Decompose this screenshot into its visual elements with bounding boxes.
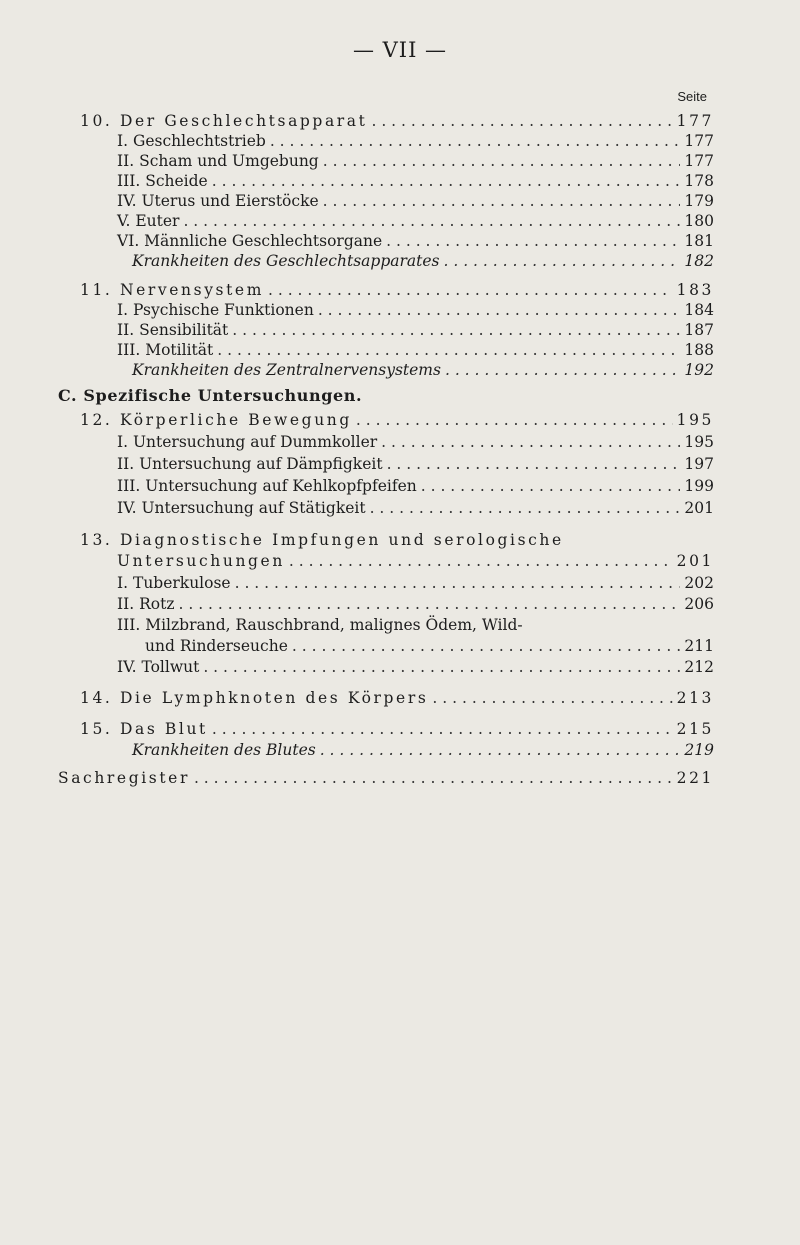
toc-label: II. Untersuchung auf Dämpfigkeit	[117, 455, 383, 473]
toc-label: I. Tuberkulose	[117, 574, 231, 592]
toc-label: II. Rotz	[117, 595, 175, 613]
toc-entry-continuation	[145, 636, 714, 656]
toc-entry	[117, 454, 714, 474]
toc-label: II. Sensibilität	[117, 321, 229, 339]
toc-page: 182	[684, 252, 714, 270]
toc-page: 212	[684, 658, 714, 676]
toc-label: III. Milzbrand, Rauschbrand, malignes Ödem, Wild-	[117, 616, 523, 634]
toc-entry	[117, 131, 714, 151]
toc-page: 188	[684, 341, 714, 359]
toc-page: 199	[684, 477, 714, 495]
toc-chapter-12	[80, 410, 714, 430]
toc-entry	[117, 231, 714, 251]
toc-section-heading	[58, 386, 714, 406]
toc-entry	[117, 320, 714, 340]
toc-entry	[117, 615, 714, 635]
toc-label: Untersuchungen	[117, 552, 285, 570]
toc-entry	[117, 498, 714, 518]
toc-label: Sachregister	[58, 769, 190, 787]
toc-entry	[132, 251, 714, 271]
toc-page: 197	[684, 455, 714, 473]
toc-index	[58, 768, 714, 788]
toc-label: und Rinderseuche	[145, 637, 288, 655]
toc-label: I. Psychische Funktionen	[117, 301, 314, 319]
toc-label: 11. Nervensystem	[80, 281, 264, 299]
toc-entry	[117, 171, 714, 191]
toc-entry-continuation	[117, 551, 714, 571]
toc-page: 195	[684, 433, 714, 451]
toc-page: 201	[684, 499, 714, 517]
toc-entry	[117, 211, 714, 231]
toc-label: III. Motilität	[117, 341, 214, 359]
toc-label: IV. Untersuchung auf Stätigkeit	[117, 499, 366, 517]
toc-page: 202	[684, 574, 714, 592]
toc-chapter-15	[80, 719, 714, 739]
toc-page: 181	[684, 232, 714, 250]
toc-page: 183	[676, 281, 714, 299]
toc-page: 213	[676, 689, 714, 707]
toc-entry	[117, 594, 714, 614]
toc-page: 206	[684, 595, 714, 613]
toc-page: 211	[684, 637, 714, 655]
toc-page: 177	[676, 112, 714, 130]
toc-page: 221	[676, 769, 714, 787]
toc-page: 180	[684, 212, 714, 230]
toc-chapter-14	[80, 688, 714, 708]
toc-entry	[117, 573, 714, 593]
toc-label: II. Scham und Umgebung	[117, 152, 319, 170]
toc-page: 177	[684, 152, 714, 170]
toc-page: 201	[676, 552, 714, 570]
toc-entry	[117, 300, 714, 320]
toc-entry	[117, 151, 714, 171]
toc-entry	[117, 340, 714, 360]
toc-label: C. Spezifische Untersuchungen.	[58, 386, 363, 405]
toc-chapter-10	[80, 111, 714, 131]
toc-page: 179	[684, 192, 714, 210]
toc-label: I. Geschlechtstrieb	[117, 132, 266, 150]
toc-label: Krankheiten des Geschlechtsapparates	[132, 252, 440, 270]
toc-chapter-13	[80, 530, 714, 550]
toc-page: 195	[676, 411, 714, 429]
seite-label: Seite	[677, 89, 707, 104]
toc-label: IV. Tollwut	[117, 658, 200, 676]
toc-page: 187	[684, 321, 714, 339]
toc-page: 215	[676, 720, 714, 738]
toc-page: 192	[684, 361, 714, 379]
toc-entry	[132, 740, 714, 760]
toc-label: Krankheiten des Blutes	[132, 741, 316, 759]
toc-label: V. Euter	[117, 212, 180, 230]
toc-label: 14. Die Lymphknoten des Körpers	[80, 689, 429, 707]
toc-label: IV. Uterus und Eierstöcke	[117, 192, 319, 210]
toc-page: 184	[684, 301, 714, 319]
toc-label: Krankheiten des Zentralnervensystems	[132, 361, 441, 379]
toc-entry	[117, 191, 714, 211]
toc-page: 178	[684, 172, 714, 190]
toc-page: 219	[684, 741, 714, 759]
toc-entry	[117, 432, 714, 452]
toc-entry	[132, 360, 714, 380]
toc-entry	[117, 476, 714, 496]
toc-label: 13. Diagnostische Impfungen und serologische	[80, 531, 564, 549]
toc-label: III. Untersuchung auf Kehlkopfpfeifen	[117, 477, 417, 495]
toc-label: 10. Der Geschlechtsapparat	[80, 112, 368, 130]
toc-label: I. Untersuchung auf Dummkoller	[117, 433, 378, 451]
toc-entry	[117, 657, 714, 677]
toc-label: 12. Körperliche Bewegung	[80, 411, 352, 429]
toc-label: III. Scheide	[117, 172, 208, 190]
toc-page: 177	[684, 132, 714, 150]
toc-label: 15. Das Blut	[80, 720, 208, 738]
page-header: — VII —	[352, 38, 448, 62]
toc-chapter-11	[80, 280, 714, 300]
toc-label: VI. Männliche Geschlechtsorgane	[117, 232, 383, 250]
